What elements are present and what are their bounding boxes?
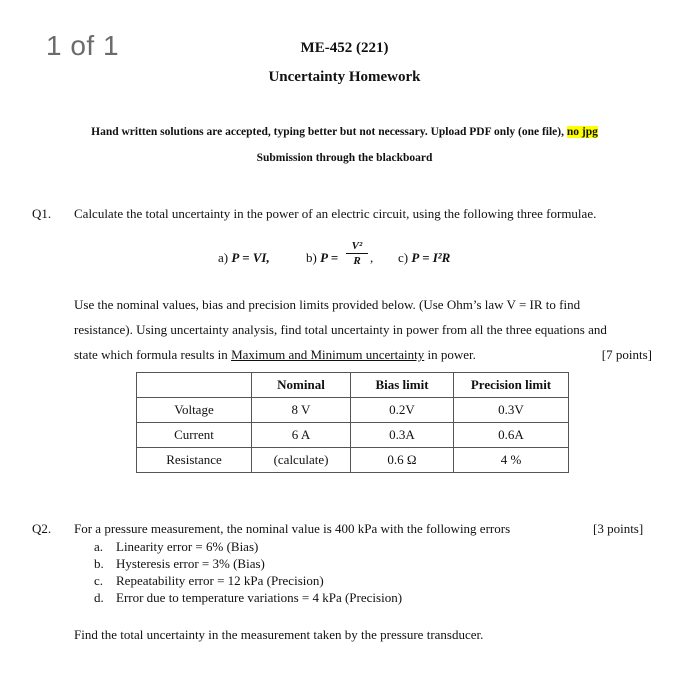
course-title: ME-452 (221) — [300, 40, 389, 56]
table-row — [137, 448, 569, 473]
table-row — [137, 398, 569, 423]
formula-b-comma: , — [370, 250, 374, 265]
q2-number: Q2. — [32, 521, 52, 536]
list-item: d. Error due to temperature variations = 4 kPa (Precision) — [94, 590, 403, 605]
formula-b: b) P = — [306, 250, 339, 265]
values-table — [136, 372, 569, 473]
table-header: Nominal — [252, 373, 351, 398]
q1-points: [7 points] — [601, 347, 652, 362]
q2-text: For a pressure measurement, the nominal value is 400 kPa with the following errors — [74, 521, 511, 536]
fraction-numerator: V² — [346, 240, 368, 254]
submission-note: Submission through the blackboard — [256, 152, 433, 164]
formula-a: a) P = VI, — [218, 250, 270, 265]
table-cell: 6 A — [252, 423, 351, 448]
underlined-phrase: Maximum and Minimum uncertainty — [231, 347, 425, 362]
table-header: Precision limit — [454, 373, 569, 398]
q2-error-list — [94, 538, 402, 606]
table-cell: Voltage — [137, 398, 252, 423]
q2-points: [3 points] — [593, 521, 644, 536]
table-cell: 0.2V — [351, 398, 454, 423]
q2-final-question: Find the total uncertainty in the measurement taken by the pressure transducer. — [74, 627, 484, 642]
table-cell: 0.6 Ω — [351, 448, 454, 473]
page-indicator: 1 of 1 — [46, 30, 120, 61]
table-cell: 0.3A — [351, 423, 454, 448]
table-row — [137, 423, 569, 448]
paragraph-line: state which formula results in Maximum and Minimum uncertainty in power. [7 points] — [74, 342, 652, 367]
paragraph-line: resistance). Using uncertainty analysis, find total uncertainty in power from all the three equations and — [74, 322, 607, 337]
q1-text: Calculate the total uncertainty in the power of an electric circuit, using the following three formulae. — [74, 206, 597, 221]
instructions-highlight: no jpg — [566, 126, 598, 138]
formula-c: c) P = I²R — [398, 250, 451, 265]
q1-number: Q1. — [32, 206, 52, 221]
formula-b-fraction — [346, 240, 368, 268]
table-header — [137, 373, 252, 398]
list-item: c. Repeatability error = 12 kPa (Precision) — [94, 573, 324, 588]
table-cell: 4 % — [454, 448, 569, 473]
table-cell: 0.6A — [454, 423, 569, 448]
table-header: Bias limit — [351, 373, 454, 398]
instructions — [0, 126, 689, 138]
table-header-row — [137, 373, 569, 398]
fraction-denominator: R — [353, 255, 361, 267]
table-cell: (calculate) — [252, 448, 351, 473]
list-item: b. Hysteresis error = 3% (Bias) — [94, 556, 265, 571]
homework-title: Uncertainty Homework — [268, 69, 421, 85]
table-cell: Resistance — [137, 448, 252, 473]
q1-paragraph — [74, 292, 652, 367]
paragraph-line: Use the nominal values, bias and precision limits provided below. (Use Ohm’s law V = IR to find — [74, 297, 581, 312]
instructions-main: Hand written solutions are accepted, typing better but not necessary. Upload PDF only (one file), — [91, 126, 567, 138]
table-cell: 0.3V — [454, 398, 569, 423]
table-cell: Current — [137, 423, 252, 448]
list-item: a. Linearity error = 6% (Bias) — [94, 539, 259, 554]
q1-formulas — [218, 240, 518, 274]
table-cell: 8 V — [252, 398, 351, 423]
